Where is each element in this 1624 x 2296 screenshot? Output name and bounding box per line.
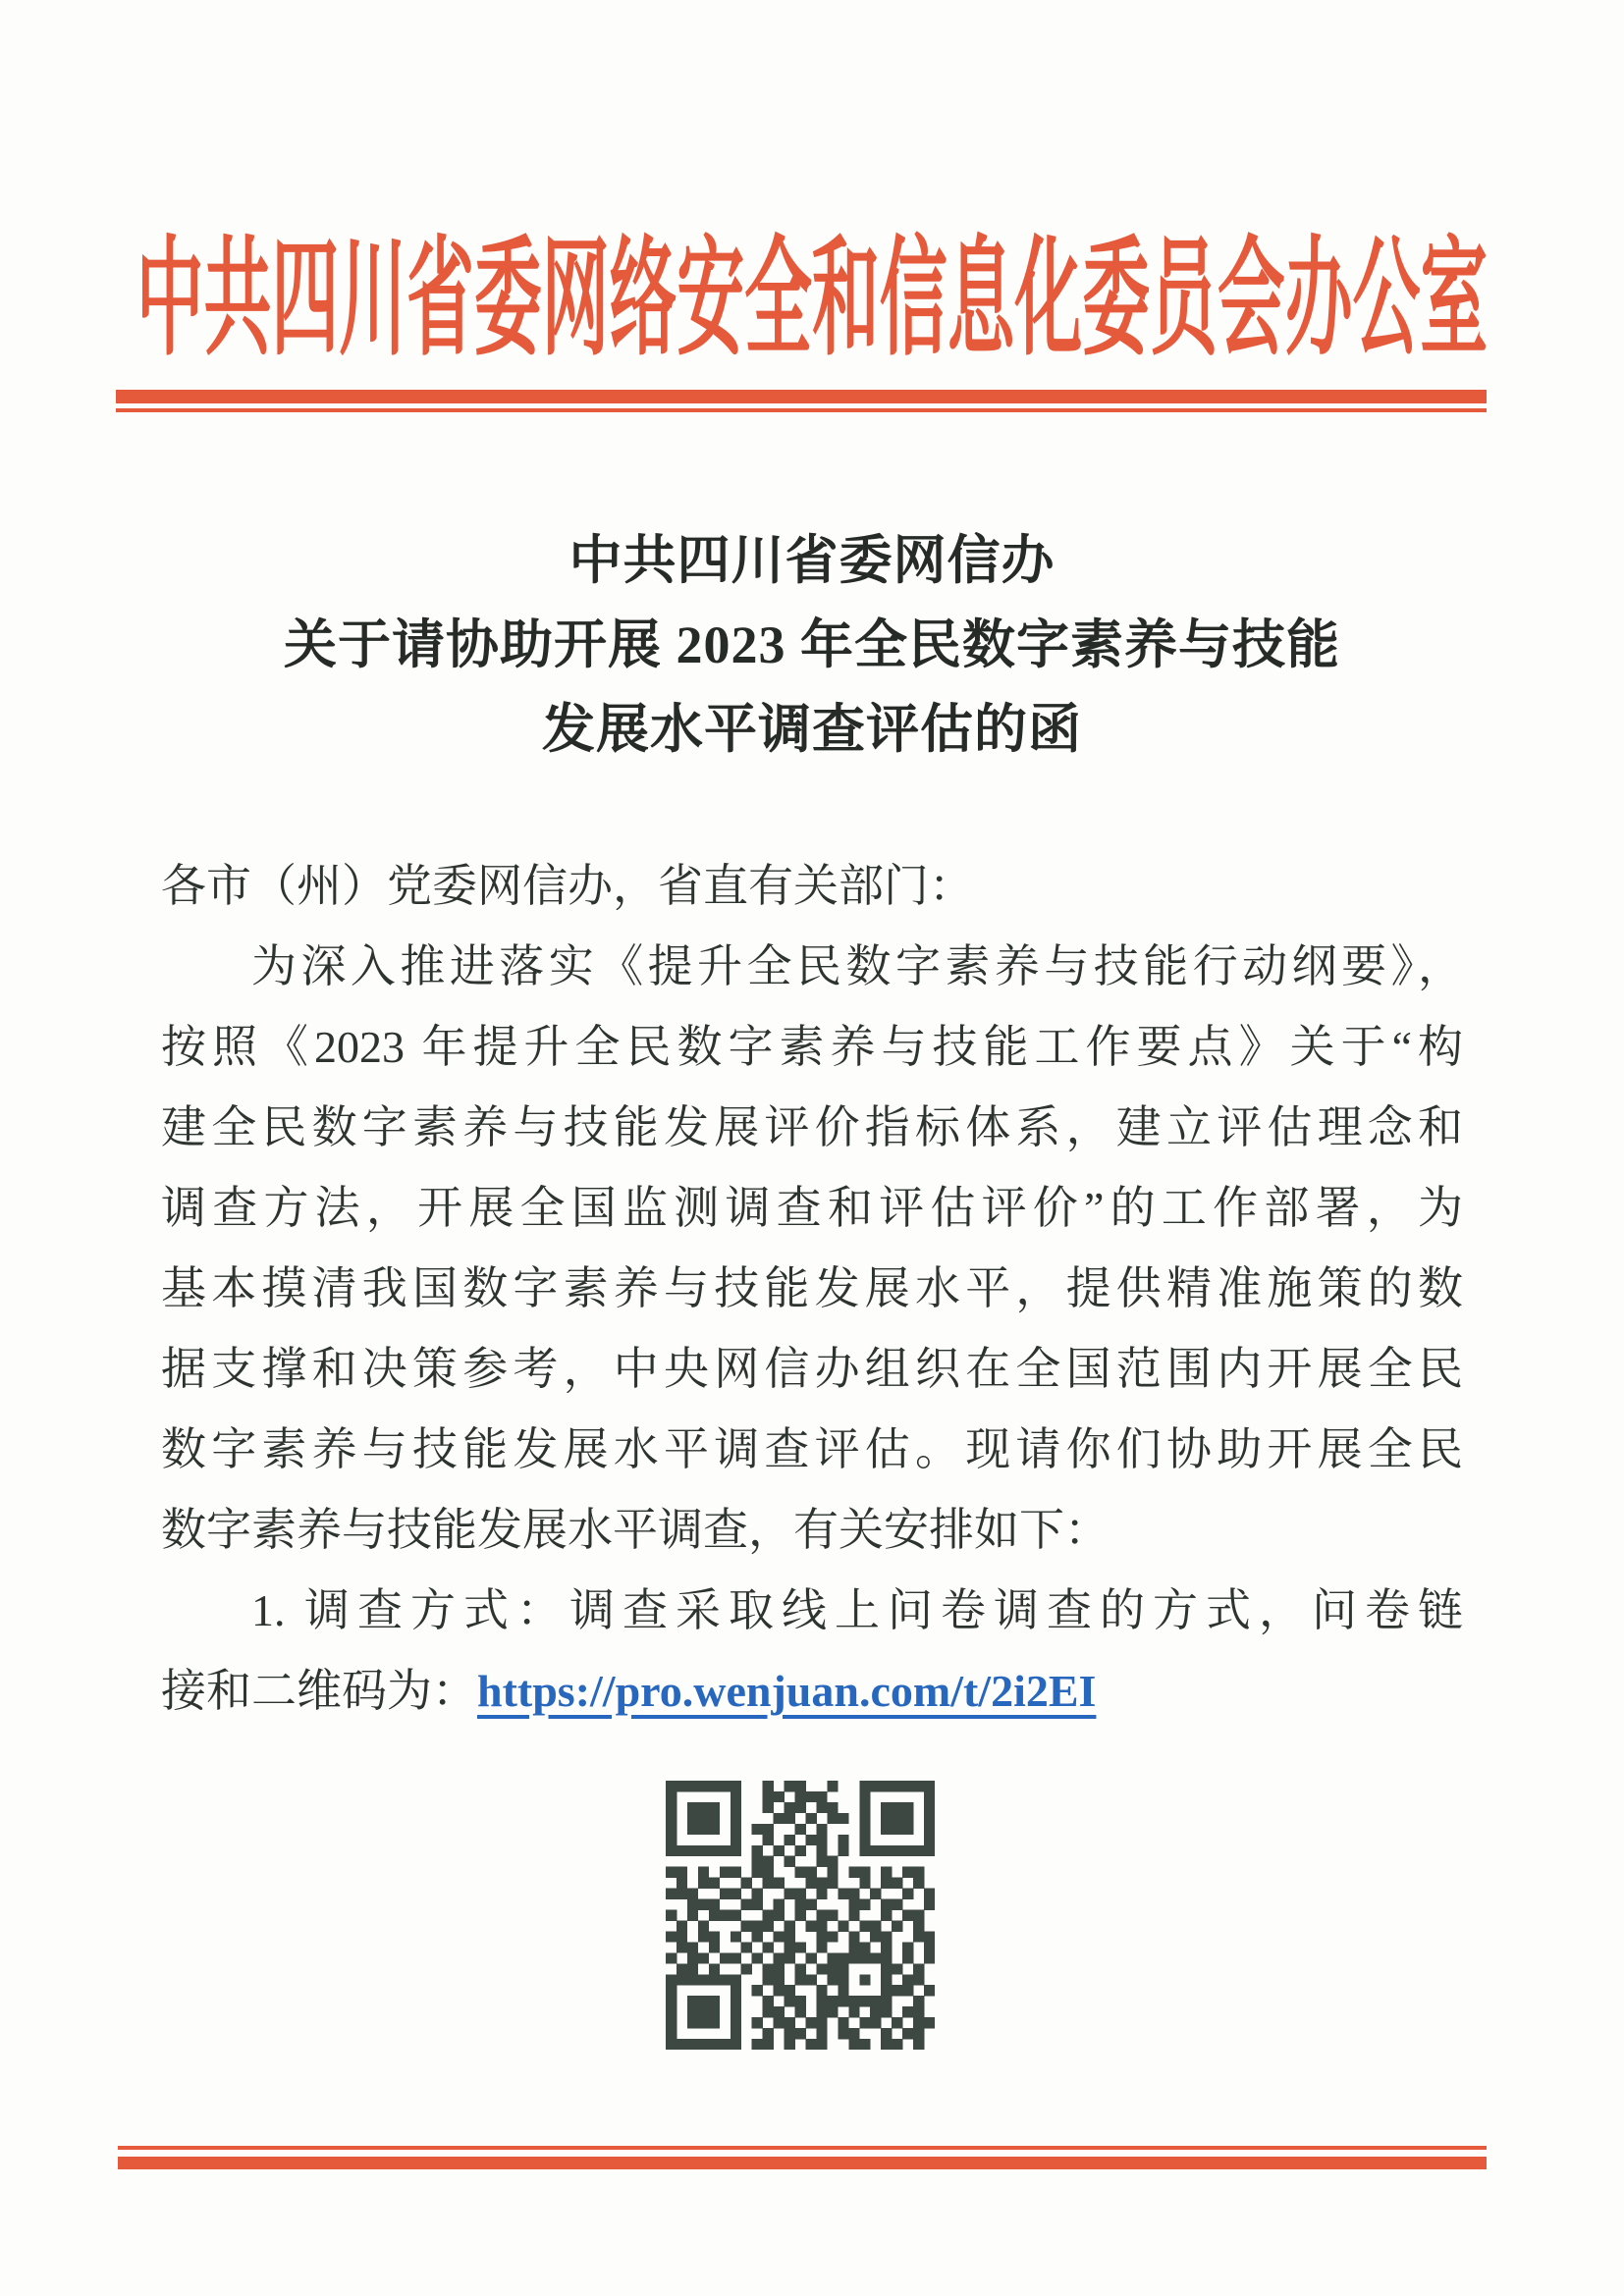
- body-line: [161, 1249, 1463, 1329]
- body-line: [161, 1571, 1463, 1651]
- body-line-text: 数字素养与技能发展水平调查，有关安排如下：: [161, 1505, 1110, 1555]
- body-line: [161, 846, 1463, 927]
- survey-link[interactable]: https://pro.wenjuan.com/t/2i2EI: [477, 1666, 1097, 1716]
- body-line: [161, 1088, 1463, 1168]
- qr-code-image: [666, 1781, 935, 2050]
- body-line-text: 各市（州）党委网信办，省直有关部门：: [161, 861, 974, 911]
- letterhead-org-name: 中共四川省委网络安全和信息化委员会办公室: [135, 228, 1489, 371]
- body-line-text: 数字素养与技能发展水平调查评估。现请你们协助开展全民: [161, 1424, 1463, 1474]
- doc-title-line-3: 发展水平调查评估的函: [542, 700, 1082, 759]
- body-line-text: 基本摸清我国数字素养与技能发展水平，提供精准施策的数: [161, 1263, 1463, 1313]
- survey-qr-code: [666, 1781, 935, 2050]
- letterhead-rule-thick: [116, 390, 1487, 403]
- body-line: [161, 1168, 1463, 1249]
- doc-title-line-2: 关于请协助开展 2023 年全民数字素养与技能: [284, 615, 1340, 674]
- body-line-text: 建全民数字素养与技能发展评价指标体系，建立评估理念和: [161, 1102, 1463, 1152]
- body-line: [161, 927, 1463, 1007]
- body-line-text: 为深入推进落实《提升全民数字素养与技能行动纲要》，: [251, 941, 1463, 991]
- body-line: [161, 1329, 1463, 1410]
- body-line-text: 按照《2023 年提升全民数字素养与技能工作要点》关于“构: [161, 1022, 1463, 1072]
- body-line-text: 接和二维码为：: [161, 1666, 477, 1716]
- footer-rule-thin: [118, 2146, 1487, 2150]
- body-line: [161, 1007, 1463, 1088]
- body-line: [161, 1490, 1463, 1571]
- document-title: [0, 518, 1624, 772]
- body-line: [161, 1651, 1463, 1732]
- body-line: [161, 1410, 1463, 1490]
- footer-rule-thick: [118, 2157, 1487, 2169]
- body-line-text: 据支撑和决策参考，中央网信办组织在全国范围内开展全民: [161, 1344, 1463, 1394]
- letter-body: [161, 846, 1463, 1732]
- letterhead-rule-thin: [116, 408, 1487, 412]
- body-line-text: 1. 调查方式：调查采取线上问卷调查的方式，问卷链: [251, 1585, 1463, 1635]
- body-line-text: 调查方法，开展全国监测调查和评估评价”的工作部署，为: [161, 1183, 1463, 1233]
- doc-title-line-1: 中共四川省委网信办: [568, 531, 1056, 590]
